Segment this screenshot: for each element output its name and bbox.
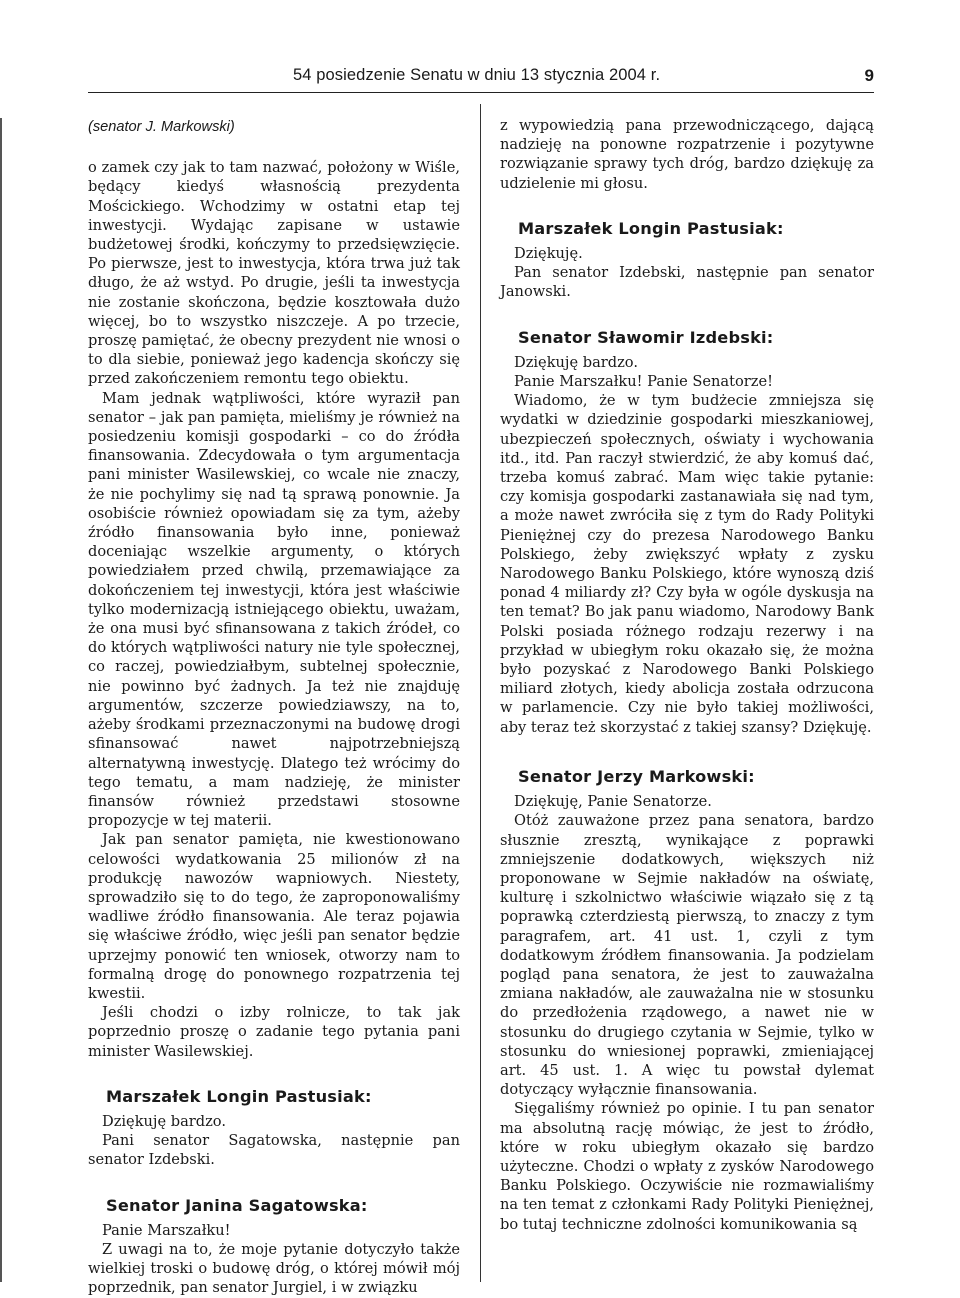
- paragraph: Panie Marszałku!: [102, 1221, 231, 1239]
- paragraph: Panie Marszałku! Panie Senatorze!: [514, 373, 773, 391]
- page-number: 9: [864, 66, 874, 85]
- paragraph: Otóż zauważone przez pana senatora, bardzo słusznie zresztą, wynikające z poprawki zmniejszenie dodatkowych, większych niż proponowane w Sejmie nakładów na oświatę, kulturę i szkolnictwo właściwie wiązało się z tą poprawką czterdziestą pierwszą, to znaczy z tym paragrafem, art. 41 ust. 1, czyli z tym dodatkowym źródłem finansowania. Ja podzielam pogląd pana senatora, że jest to zauważalna zmiana nakładów, ale zauważalna nie w stosunku do przedłożenia rządowego, a nawet nie w stosunku do drugiego czytania w Sejmie, tylko w stosunku do wniesionej poprawki, zmieniającej art. 45 ust. 1. A więc tu powstał dylemat dotyczący wyłącznie finansowania.: [500, 812, 874, 1099]
- paragraph: Pani senator Sagatowska, następnie pan senator Izdebski.: [88, 1132, 460, 1169]
- left-column: [88, 104, 460, 1297]
- speaker-heading: Senator Janina Sagatowska:: [106, 1195, 368, 1215]
- paragraph: Wiadomo, że w tym budżecie zmniejsza się wydatki w dziedzinie gospodarki mieszkaniowej, ubezpieczeń społecznych, oświaty i wychowania itd., itd. Pan raczył stwierdzić, że aby komuś dać, trzeba komuś zabrać. Mam więc takie pytanie: czy komisja gospodarki zastanawiała się nad tym, a może nawet zwróciła się z tym do Rady Polityki Pieniężnej czy do prezesa Narodowego Banku Polskiego, żeby zwiększyć wpłaty z zysku Narodowego Banku Polskiego, które wynoszą dziś ponad 4 miliardy zł? Czy była w ogóle dyskusja na ten temat? Bo jak panu wiadomo, Narodowy Bank Polski posiada różnego rodzaju rezerwy i na przykład w ubiegłym roku okazało się, że można było pozyskać z Narodowego Banki Polskiego miliard złotych, kiedy abolicja została odrzucona w parlamencie. Czy nie było takiej możliwości, aby teraz też skorzystać z takiej szansy? Dziękuję.: [500, 392, 874, 736]
- header-title: 54 posiedzenie Senatu w dniu 13 stycznia 2004 r.: [293, 66, 661, 84]
- paragraph: Dziękuję.: [514, 245, 583, 263]
- left-edge-rule: [0, 118, 2, 1282]
- paragraph: Dziękuję bardzo.: [514, 353, 638, 371]
- speaker-heading: Marszałek Longin Pastusiak:: [518, 218, 784, 238]
- paragraph: Dziękuję, Panie Senatorze.: [514, 793, 712, 811]
- speaker-heading: Marszałek Longin Pastusiak:: [106, 1086, 372, 1106]
- paragraph: Mam jednak wątpliwości, które wyraził pan senator – jak pan pamięta, mieliśmy je również na posiedzeniu komisji gospodarki – co do źródła finansowania. Zdecydowała o tym argumentacja pani minister Wasilewskiej, co wcale nie znaczy, że nie pochylimy się nad tą sprawą ponownie. Ja osobiście również opowiadam się za tym, ażeby źródło finansowania było inne, ponieważ doceniając wszelkie argumenty, o których powiedziałem przed chwilą, przemawiające za dokończeniem tej inwestycji, która jest właściwie tylko modernizacją istniejącego obiektu, uważam, że ona musi być sfinansowana z takich źródeł, co do których wątpliwości natury nie tyle społecznej, co raczej, powiedziałbym, subtelnej społecznie, nie powinno być żadnych. Ja też nie znajduję argumentów, szczerze powiedziawszy, na to, ażeby środkami przeznaczonymi na budowę drogi sfinansować nawet najpotrzebniejszą alternatywną inwestycję. Dlatego też wrócimy do tego tematu, a mam nadzieję, że minister finansów również przedstawi stosowne propozycje w tej materii.: [88, 389, 460, 830]
- paragraph: Z uwagi na to, że moje pytanie dotyczyło także wielkiej troski o budowę dróg, o której mówił mój poprzednik, pan senator Jurgiel, i w związku: [88, 1240, 460, 1297]
- paragraph: Jeśli chodzi o izby rolnicze, to tak jak poprzednio proszę o zadanie tego pytania pani minister Wasilewskiej.: [88, 1004, 460, 1060]
- speaker-heading: Senator Sławomir Izdebski:: [518, 327, 774, 347]
- paragraph: o zamek czy jak to tam nazwać, położony w Wiśle, będący kiedyś własnością prezydenta Mościckiego. Wchodzimy w ostatni etap tej inwestycji. Wydając zapisane w ustawie budżetowej środki, kończymy to przedsięwzięcie. Po pierwsze, jest to inwestycja, która trwa już tak długo, że aż wstyd. Po drugie, jeśli ta inwestycja nie zostanie skończona, będzie kosztowała dużo więcej, bo to wszystko niszczeje. A po trzecie, proszę pamiętać, że obecny prezydent nie wnosi o to dla siebie, ponieważ jego kadencja skończy się przed zakończeniem remontu tego obiektu.: [88, 159, 460, 388]
- paragraph: z wypowiedzią pana przewodniczącego, dającą nadzieję na ponowne rozpatrzenie i pozytywne rozwiązanie sprawy tych dróg, bardzo dziękuję za udzielenie mi głosu.: [500, 117, 874, 192]
- paragraph: Pan senator Izdebski, następnie pan senator Janowski.: [500, 264, 874, 301]
- paragraph: Jak pan senator pamięta, nie kwestionowano celowości wydatkowania 25 milionów zł na produkcję nawozów wapniowych. Niestety, sprowadziło się to do tego, że zaproponowaliśmy wadliwe źródło finansowania. Ale teraz pojawia się właściwe źródło, więc jeśli pan senator będzie uprzejmy ponowić ten wniosek, otworzy nam to formalną drogę do ponownego rozpatrzenia tej kwestii.: [88, 831, 460, 1002]
- speaker-continuation-note: (senator J. Markowski): [88, 119, 235, 135]
- paragraph: Sięgaliśmy również po opinie. I tu pan senator ma absolutną rację mówiąc, że jest to źródło, które w roku ubiegłym okazało się bardzo użyteczne. Chodzi o wpłaty z zysków Narodowego Banku Polskiego. Oczywiście nie rozmawialiśmy na ten temat z członkami Rady Polityki Pieniężnej, bo tutaj techniczne zdolności komunikowania są: [500, 1100, 874, 1233]
- column-divider: [480, 104, 481, 1282]
- speaker-heading: Senator Jerzy Markowski:: [518, 766, 755, 786]
- paragraph: Dziękuję bardzo.: [102, 1112, 226, 1130]
- right-column: [500, 104, 874, 1282]
- page-header: [88, 66, 874, 93]
